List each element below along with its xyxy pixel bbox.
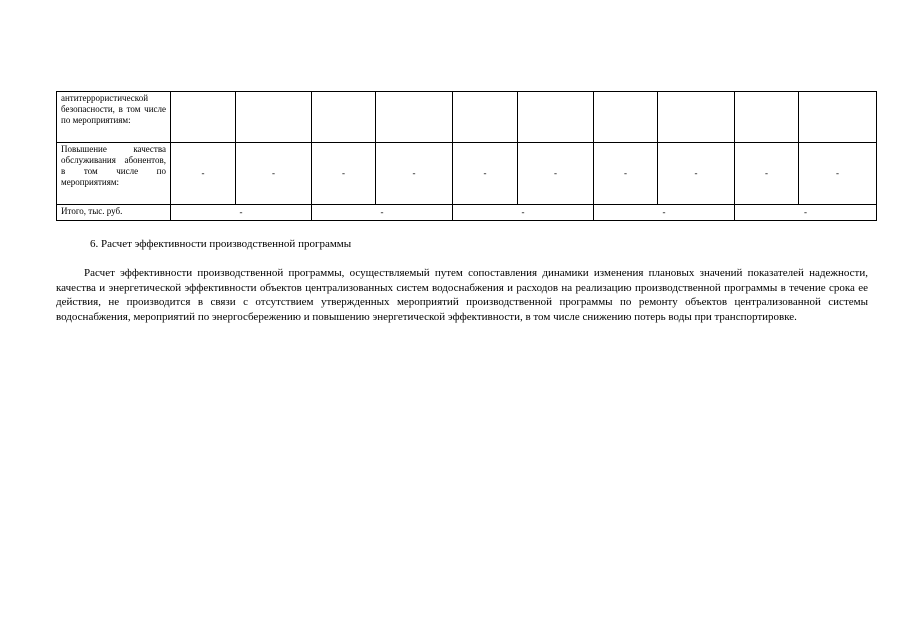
- table-row: [57, 143, 877, 205]
- row-label: антитеррористической безопасности, в том числе по мероприятиям:: [57, 92, 171, 143]
- table-cell: -: [171, 143, 236, 205]
- table-cell: [376, 92, 453, 143]
- section-paragraph: Расчет эффективности производственной программы, осуществляемый путем сопоставления динамики изменения плановых значений показателей надежности, качества и энергетической эффективности объектов централизованных систем водоснабжения и расходов на реализацию производственной программы в течение срока ее действия, не производится в связи с отсутствием утвержденных мероприятий производственной программы по ремонту объектов централизованной системы водоснабжения, мероприятий по энергосбережению и повышению энергетической эффективности, в том числе снижению потерь воды при транспортировке.: [56, 267, 868, 323]
- table-cell: [171, 92, 236, 143]
- table-cell: -: [453, 143, 518, 205]
- total-cell: -: [171, 205, 312, 221]
- table-cell: -: [518, 143, 594, 205]
- table-cell: -: [312, 143, 376, 205]
- total-cell: -: [312, 205, 453, 221]
- table-cell: -: [735, 143, 799, 205]
- section-heading: 6. Расчет эффективности производственной программы: [90, 238, 352, 250]
- table-cell: -: [376, 143, 453, 205]
- table-cell: [453, 92, 518, 143]
- expenses-table: [56, 91, 877, 221]
- table-cell: -: [799, 143, 877, 205]
- total-label: Итого, тыс. руб.: [57, 205, 171, 221]
- table-cell: -: [594, 143, 658, 205]
- table-cell: [236, 92, 312, 143]
- total-row: [57, 205, 877, 221]
- table-cell: [799, 92, 877, 143]
- table-cell: -: [236, 143, 312, 205]
- table-cell: [594, 92, 658, 143]
- table-cell: [518, 92, 594, 143]
- table-cell: [658, 92, 735, 143]
- total-cell: -: [735, 205, 877, 221]
- row-label: Повышение качества обслуживания абонентов, в том числе по мероприятиям:: [57, 143, 171, 205]
- total-cell: -: [453, 205, 594, 221]
- table-cell: [735, 92, 799, 143]
- total-cell: -: [594, 205, 735, 221]
- table-row: [57, 92, 877, 143]
- table-cell: [312, 92, 376, 143]
- table-cell: -: [658, 143, 735, 205]
